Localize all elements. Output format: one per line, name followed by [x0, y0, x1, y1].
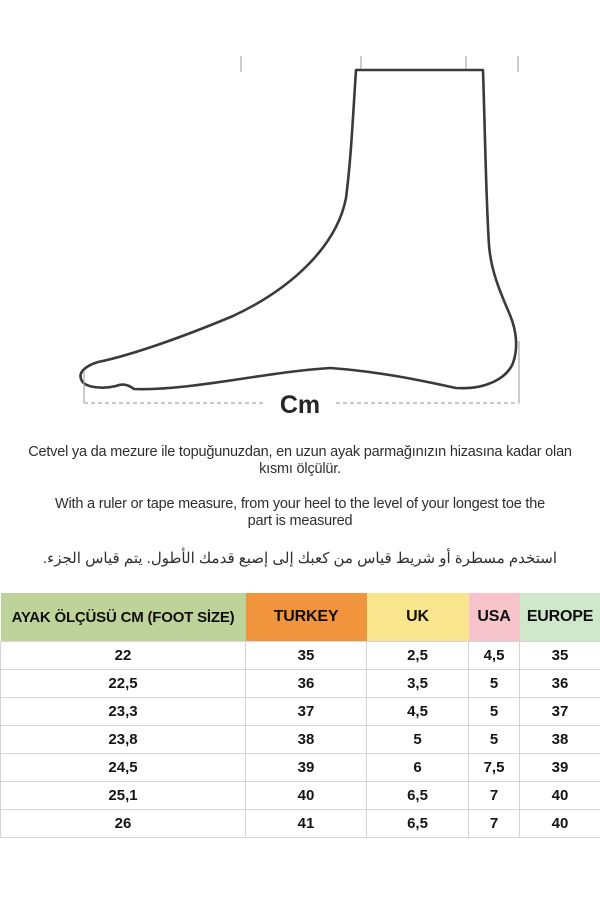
cell-uk: 2,5 [367, 642, 469, 670]
cell-europe: 39 [520, 754, 600, 782]
instruction-turkish: Cetvel ya da mezure ile topuğunuzdan, en uzun ayak parmağınızın hizasına kadar olan kısmı ölçülür. [28, 444, 572, 477]
cell-turkey: 38 [246, 726, 367, 754]
cell-europe: 35 [520, 642, 600, 670]
table-row [1, 726, 600, 754]
unit-label: Cm [279, 391, 321, 419]
cell-uk: 3,5 [367, 670, 469, 698]
cell-turkey: 41 [246, 810, 367, 838]
cell-europe: 40 [520, 810, 600, 838]
cell-usa: 5 [469, 670, 520, 698]
cell-foot-size: 24,5 [1, 754, 246, 782]
cell-turkey: 37 [246, 698, 367, 726]
cell-europe: 38 [520, 726, 600, 754]
size-conversion-table [0, 593, 600, 838]
cell-usa: 7,5 [469, 754, 520, 782]
table-row [1, 642, 600, 670]
table-header-row [1, 593, 600, 642]
cell-europe: 40 [520, 782, 600, 810]
cell-usa: 4,5 [469, 642, 520, 670]
column-header-uk: UK [367, 593, 469, 642]
cell-uk: 4,5 [367, 698, 469, 726]
cell-foot-size: 22,5 [1, 670, 246, 698]
column-header-usa: USA [469, 593, 520, 642]
cell-usa: 7 [469, 810, 520, 838]
table-row [1, 698, 600, 726]
instruction-english: With a ruler or tape measure, from your heel to the level of your longest toe the part is measured [55, 496, 545, 529]
cell-uk: 6,5 [367, 810, 469, 838]
cell-uk: 5 [367, 726, 469, 754]
foot-measurement-diagram [0, 0, 600, 430]
cell-foot-size: 23,3 [1, 698, 246, 726]
foot-outline [80, 70, 516, 389]
instruction-arabic: استخدم مسطرة أو شريط قياس من كعبك إلى إصبع قدمك الأطول. يتم قياس الجزء. [43, 550, 557, 567]
column-header-turkey: TURKEY [246, 593, 367, 642]
cell-uk: 6,5 [367, 782, 469, 810]
cell-europe: 37 [520, 698, 600, 726]
cell-foot-size: 22 [1, 642, 246, 670]
cell-foot-size: 25,1 [1, 782, 246, 810]
cell-foot-size: 26 [1, 810, 246, 838]
column-header-europe: EUROPE [520, 593, 600, 642]
cell-turkey: 35 [246, 642, 367, 670]
cell-turkey: 36 [246, 670, 367, 698]
cell-europe: 36 [520, 670, 600, 698]
cell-turkey: 39 [246, 754, 367, 782]
table-row [1, 754, 600, 782]
cell-usa: 5 [469, 726, 520, 754]
cell-usa: 7 [469, 782, 520, 810]
table-row [1, 782, 600, 810]
column-header-foot-size: AYAK ÖLÇÜSÜ CM (FOOT SİZE) [1, 593, 246, 642]
table-row [1, 810, 600, 838]
cell-usa: 5 [469, 698, 520, 726]
table-row [1, 670, 600, 698]
cell-turkey: 40 [246, 782, 367, 810]
cell-uk: 6 [367, 754, 469, 782]
cell-foot-size: 23,8 [1, 726, 246, 754]
